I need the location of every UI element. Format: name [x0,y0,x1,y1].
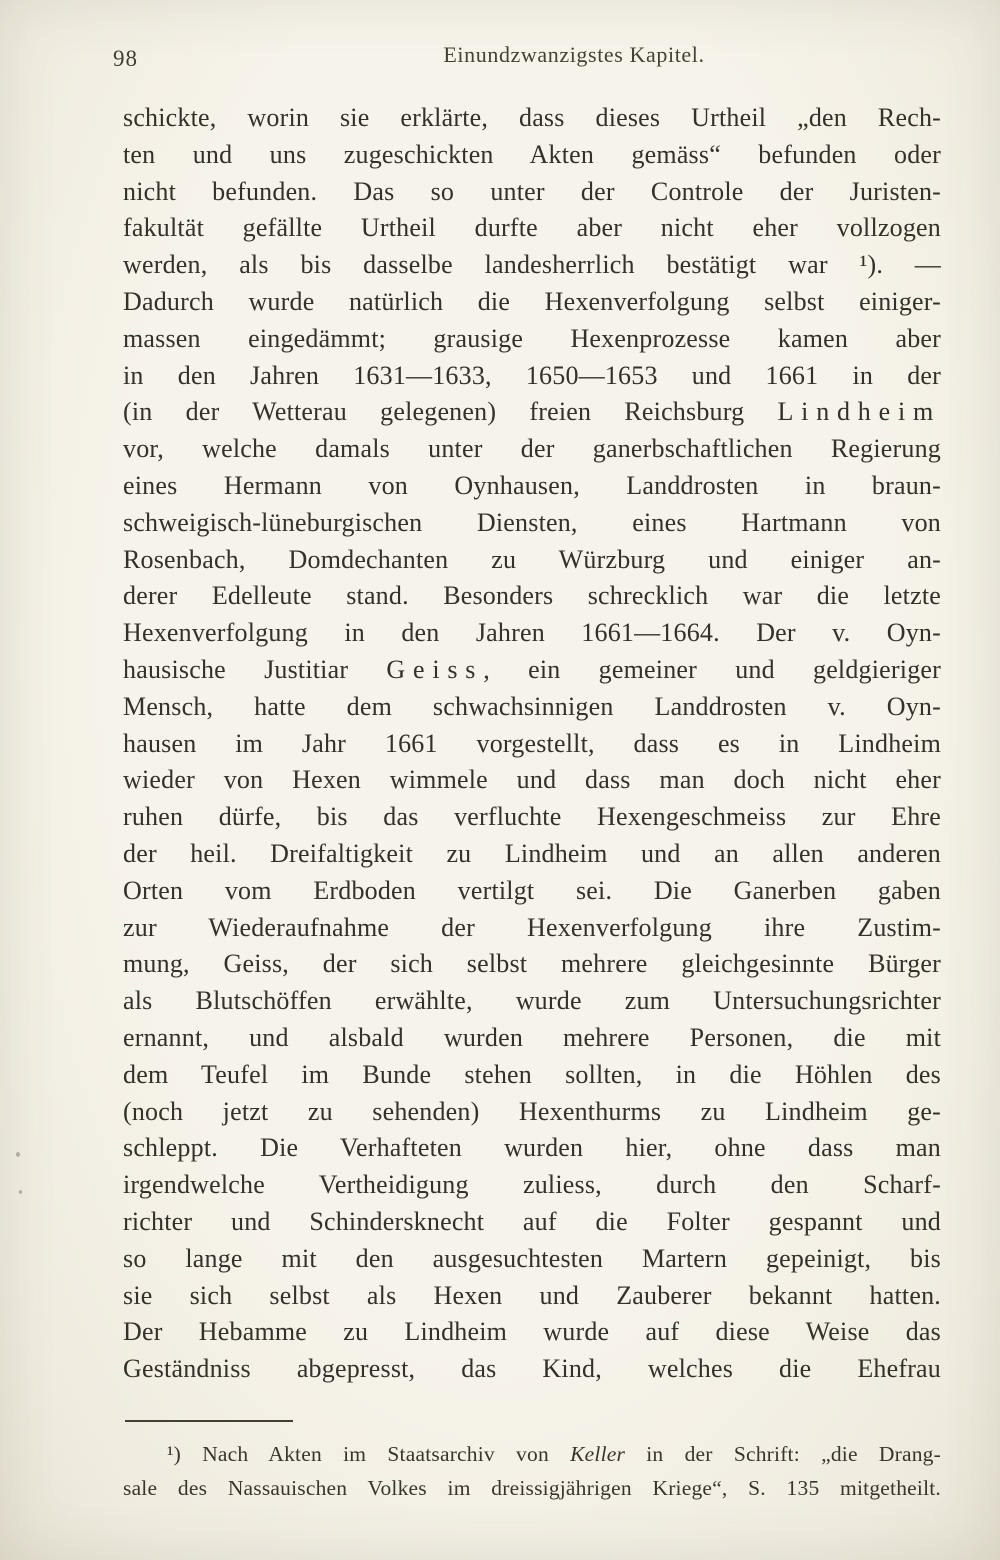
chapter-heading: Einundzwanzigstes Kapitel. [443,42,705,67]
text-line [123,1241,941,1278]
text-segment: ruhen dürfe, bis das verfluchte Hexengeschmeiss zur Ehre [123,802,941,832]
text-segment: Mensch, hatte dem schwachsinnigen Landdrosten v. Oyn- [123,691,941,721]
text-line [123,468,941,505]
text-line [123,247,941,284]
text-line [123,1278,941,1315]
footnote [123,1438,941,1505]
scan-speck [19,1190,22,1194]
scan-speck [16,1152,20,1157]
text-segment: (in der Wetterau gelegenen) freien Reichsburg [123,397,778,427]
text-segment: mung, Geiss, der sich selbst mehrere gleichgesinnte Bürger [123,949,941,979]
text-segment: zur Wiederaufnahme der Hexenverfolgung ihre Zustim- [123,912,941,942]
footnote-separator [125,1420,293,1422]
text-segment: , ein gemeiner und geldgieriger [483,654,941,684]
text-segment: eines Hermann von Oynhausen, Landdrosten in braun- [123,470,941,500]
text-line [123,946,941,983]
text-line [123,1351,941,1388]
text-segment: sie sich selbst als Hexen und Zauberer bekannt hatten. [123,1280,941,1310]
text-line [123,689,941,726]
text-line [123,652,941,689]
text-line [123,542,941,579]
text-segment: hausen im Jahr 1661 vorgestellt, dass es in Lindheim [123,728,941,758]
text-segment: hausische Justitiar [123,654,387,684]
text-line [123,1020,941,1057]
text-segment: so lange mit den ausgesuchtesten Martern gepeinigt, bis [123,1243,941,1273]
text-segment: schickte, worin sie erklärte, dass dieses Urtheil „den Rech- [123,103,941,132]
text-segment: in der Schrift: „die Drang- [625,1442,941,1466]
text-line [123,505,941,542]
text-line [123,983,941,1020]
text-segment: Hexenverfolgung in den Jahren 1661—1664. Der v. Oyn- [123,618,941,648]
text-segment: wieder von Hexen wimmele und dass man doch nicht eher [123,765,941,795]
text-segment: massen eingedämmt; grausige Hexenprozesse kamen aber [123,323,941,353]
text-segment-spaced: Geiss [386,654,484,684]
text-segment: dem Teufel im Bunde stehen sollten, in die Höhlen des [123,1059,941,1089]
text-segment: ten und uns zugeschickten Akten gemäss“ befunden oder [123,139,941,169]
text-segment: schweigisch-lüneburgischen Diensten, eines Hartmann von [123,507,941,537]
text-line [123,358,941,395]
page-number: 98 [113,46,138,71]
text-line [123,284,941,321]
text-line [123,431,941,468]
text-segment: ¹) Nach Akten im Staatsarchiv von [167,1442,571,1466]
text-line [123,174,941,211]
text-line [123,1057,941,1094]
text-line [123,1472,941,1506]
text-segment: irgendwelche Vertheidigung zuliess, durch den Scharf- [123,1170,941,1200]
text-line [123,1094,941,1131]
text-line [123,1438,941,1472]
text-line [123,615,941,652]
text-segment: richter und Schindersknecht auf die Folter gespannt und [123,1206,941,1236]
text-segment: Orten vom Erdboden vertilgt sei. Die Ganerben gaben [123,875,941,905]
text-line [123,1314,941,1351]
text-line [123,910,941,947]
text-line [123,1130,941,1167]
text-line [123,799,941,836]
text-segment: schleppt. Die Verhafteten wurden hier, ohne dass man [123,1133,941,1163]
text-segment: Geständniss abgepresst, das Kind, welches die Ehefrau [123,1354,941,1384]
text-line [123,394,941,431]
text-segment: werden, als bis dasselbe landesherrlich bestätigt war ¹). — [123,250,941,280]
text-line [123,1204,941,1241]
text-segment-italic: Keller [570,1442,626,1466]
text-segment: der heil. Dreifaltigkeit zu Lindheim und an allen anderen [123,838,941,868]
text-segment: Der Hebamme zu Lindheim wurde auf diese Weise das [123,1317,941,1347]
body-text [123,100,941,1388]
text-line [123,321,941,358]
text-segment: sale des Nassauischen Volkes im dreissigjährigen Kriege“, S. 135 mitgetheilt. [123,1475,941,1500]
text-segment: vor, welche damals unter der ganerbschaftlichen Regierung [123,434,941,464]
text-line [123,137,941,174]
text-segment: (noch jetzt zu sehenden) Hexenthurms zu Lindheim ge- [123,1096,941,1126]
text-line [123,726,941,763]
text-line [123,762,941,799]
text-line [123,100,941,137]
text-line [123,873,941,910]
text-line [123,836,941,873]
text-segment: ernannt, und alsbald wurden mehrere Personen, die mit [123,1022,941,1052]
text-segment: fakultät gefällte Urtheil durfte aber nicht eher vollzogen [123,213,941,243]
text-line [123,210,941,247]
text-segment: Rosenbach, Domdechanten zu Würzburg und einiger an- [123,544,941,574]
text-line [123,1167,941,1204]
text-segment: als Blutschöffen erwählte, wurde zum Untersuchungsrichter [123,986,941,1016]
text-segment: derer Edelleute stand. Besonders schrecklich war die letzte [123,581,941,611]
running-head [113,42,941,72]
text-segment-spaced: Lindheim [777,397,941,427]
text-segment: nicht befunden. Das so unter der Controle der Juristen- [123,176,941,206]
text-segment: in den Jahren 1631—1633, 1650—1653 und 1661 in der [123,360,941,390]
text-line [123,578,941,615]
text-segment: Dadurch wurde natürlich die Hexenverfolgung selbst einiger- [123,286,941,316]
